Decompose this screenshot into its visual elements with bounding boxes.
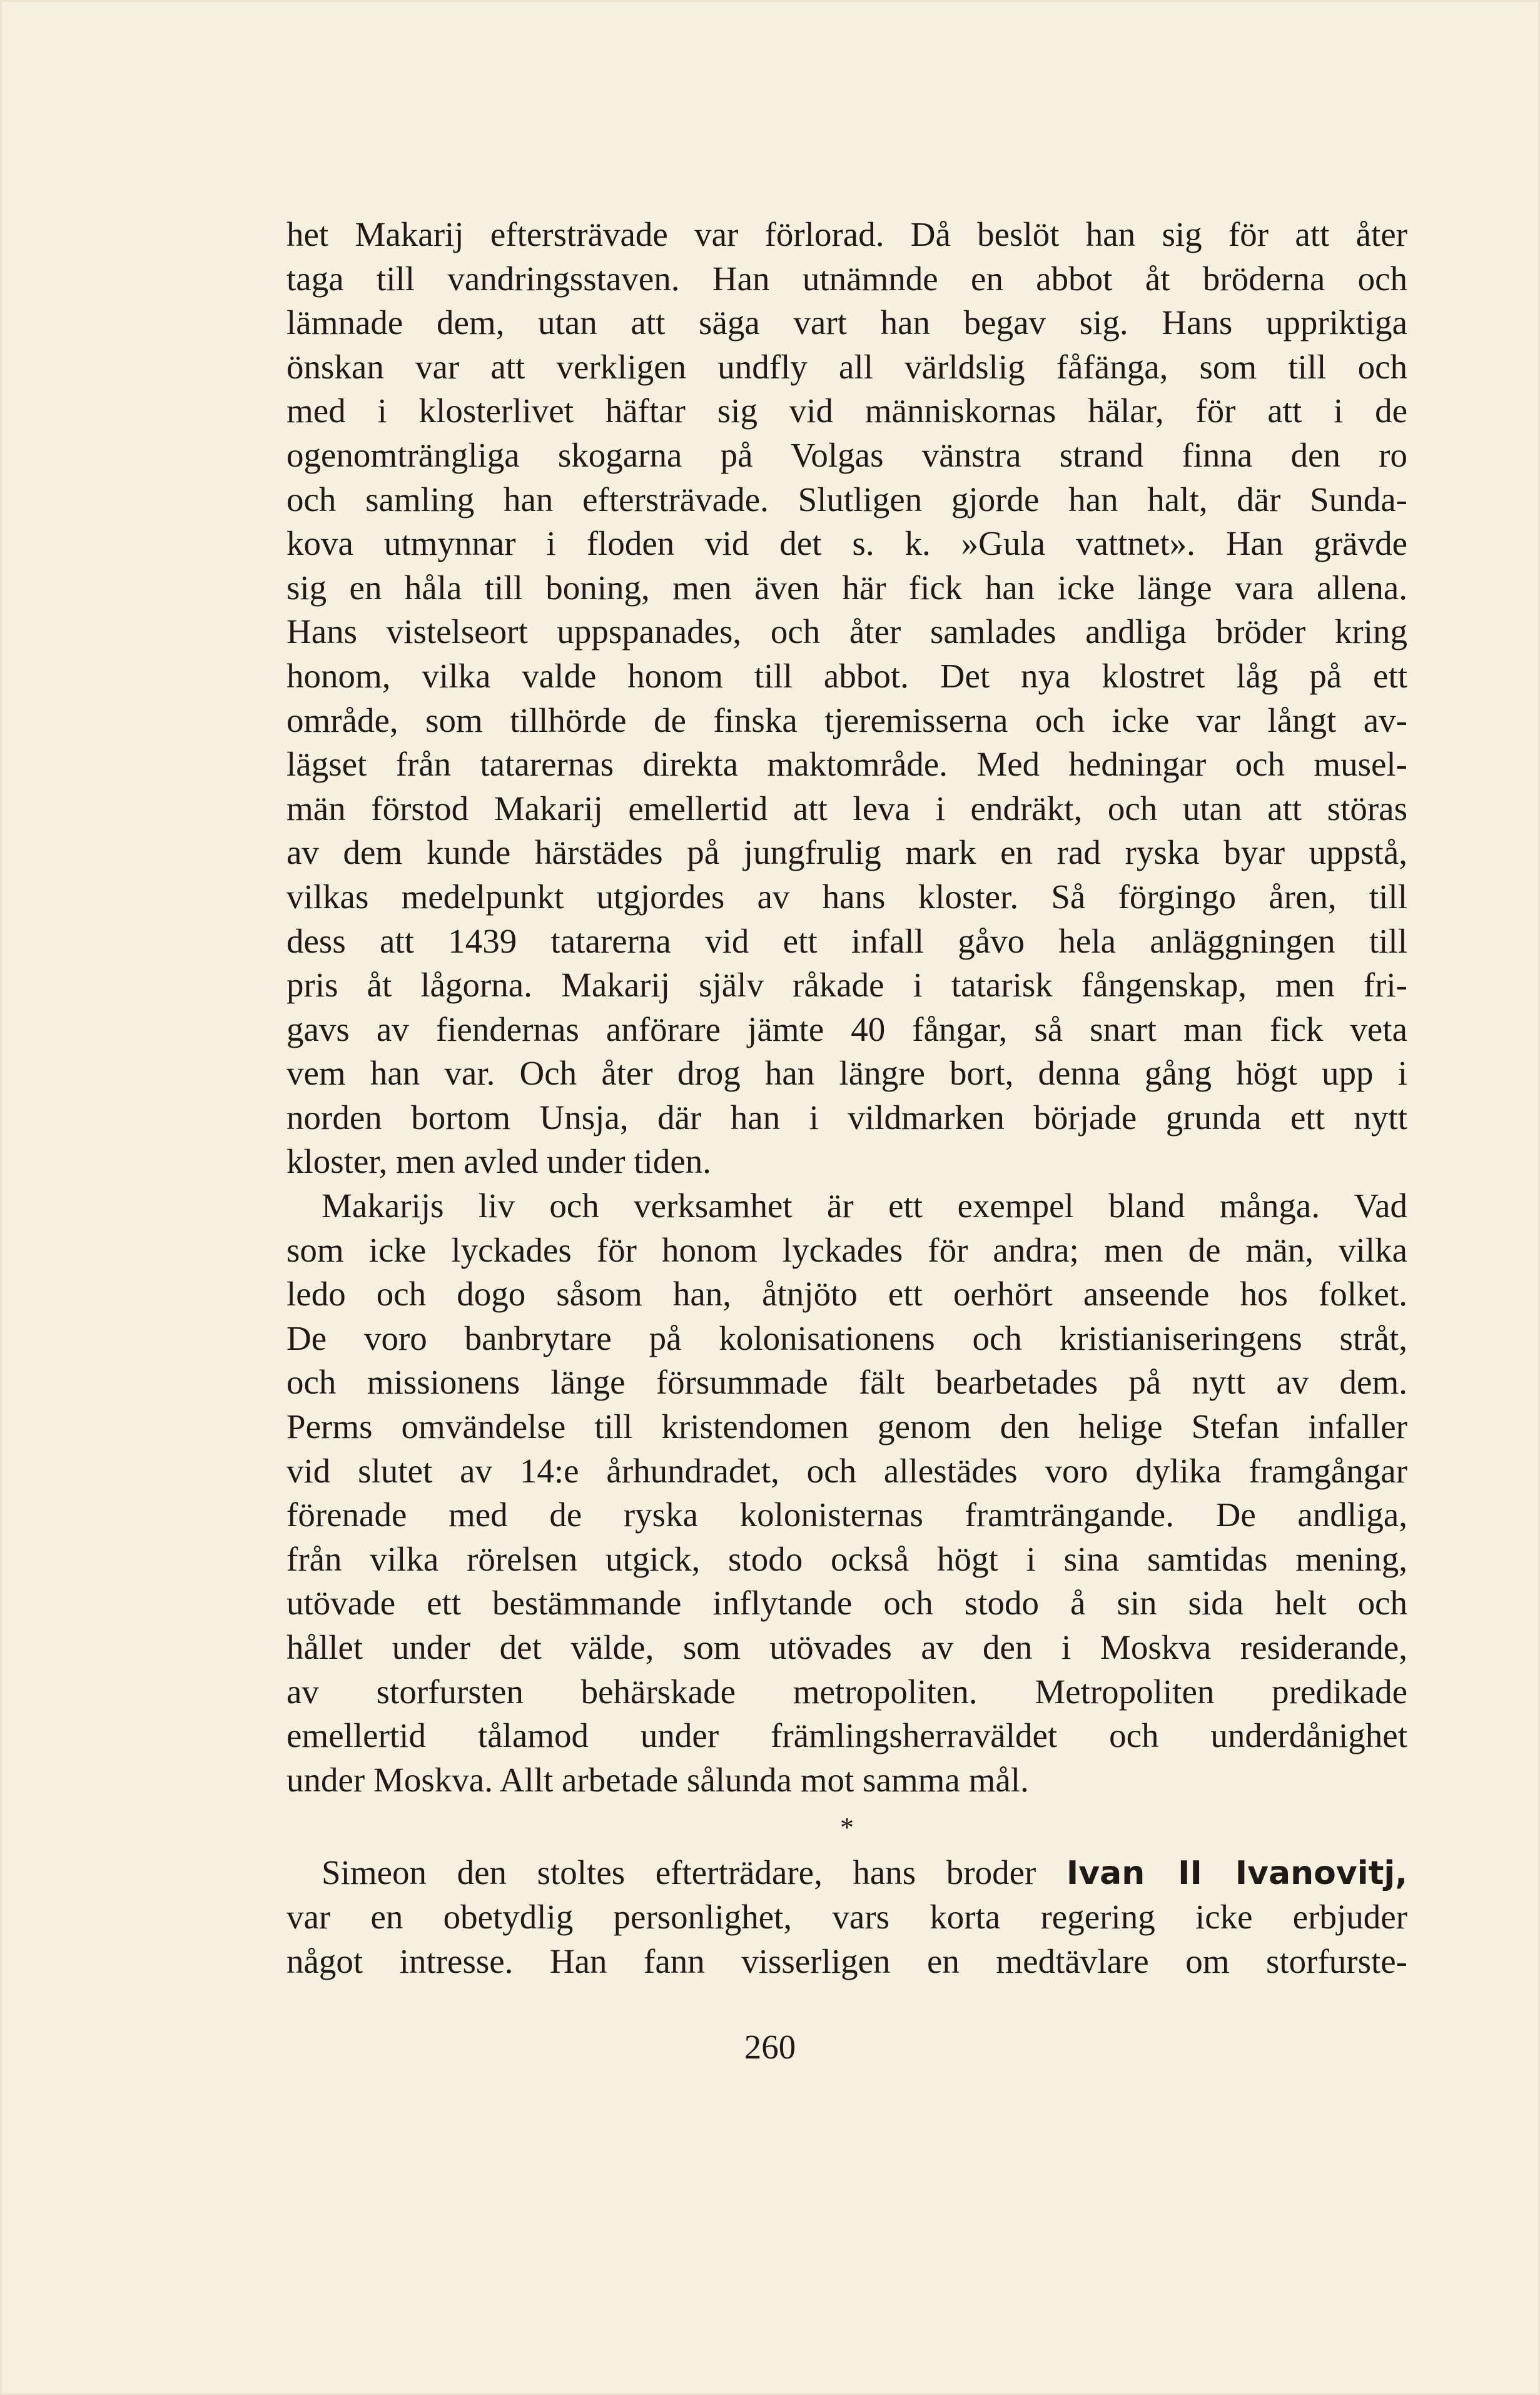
text-run: Simeon den stoltes efterträdare, hans broder [322,1853,1066,1892]
text-line: förenade med de ryska kolonisternas framträngande. De andliga, [286,1496,1407,1534]
text-line: emellertid tålamod under främlingsherraväldet och underdånighet [286,1716,1407,1755]
text-line: av storfursten behärskade metropoliten. Metropoliten predikade [286,1672,1407,1711]
text-line: område, som tillhörde de finska tjeremisserna och icke var långt av- [286,701,1407,739]
page-number: 260 [744,2028,796,2066]
text-line: De voro banbrytare på kolonisationens och kristianiseringens stråt, [286,1319,1407,1357]
text-line: var en obetydlig personlighet, vars korta regering icke erbjuder [286,1897,1407,1936]
text-line: pris åt lågorna. Makarij själv råkade i tatarisk fångenskap, men fri- [286,966,1407,1005]
text-line: norden bortom Unsja, där han i vildmarken började grunda ett nytt [286,1098,1407,1137]
text-line [286,1851,1407,1895]
text-line: sig en håla till boning, men även här fick han icke länge vara allena. [286,568,1407,607]
text-line: Makarijs liv och verksamhet är ett exempel bland många. Vad [322,1187,1407,1225]
text-line: ogenomträngliga skogarna på Volgas vänstra strand finna den ro [286,435,1407,474]
text-line: och missionens länge försummade fält bearbetades på nytt av dem. [286,1363,1407,1402]
text-line: och samling han eftersträvade. Slutligen gjorde han halt, där Sunda- [286,480,1407,519]
text-line: Perms omvändelse till kristendomen genom den helige Stefan infaller [286,1407,1407,1446]
text-line: under Moskva. Allt arbetade sålunda mot samma mål. [286,1760,1029,1799]
text-line: lämnade dem, utan att säga vart han begav sig. Hans uppriktiga [286,303,1407,342]
text-line: Hans vistelseort uppspanades, och åter samlades andliga bröder kring [286,612,1407,651]
text-line: från vilka rörelsen utgick, stodo också högt i sina samtidas mening, [286,1539,1407,1578]
text-line: het Makarij eftersträvade var förlorad. Då beslöt han sig för att åter [286,215,1407,253]
text-line: utövade ett bestämmande inflytande och stodo å sin sida helt och [286,1584,1407,1623]
text-line: män förstod Makarij emellertid att leva i endräkt, och utan att störas [286,789,1407,828]
text-line: vilkas medelpunkt utgjordes av hans kloster. Så förgingo åren, till [286,877,1407,916]
text-line: med i klosterlivet häftar sig vid människornas hälar, för att i de [286,392,1407,430]
text-line: vem han var. Och åter drog han längre bort, denna gång högt upp i [286,1054,1407,1093]
text-line: honom, vilka valde honom till abbot. Det nya klostret låg på ett [286,656,1407,695]
text-line: hållet under det välde, som utövades av den i Moskva residerande, [286,1628,1407,1666]
text-line: dess att 1439 tatarerna vid ett infall gåvo hela anläggningen till [286,921,1407,960]
text-line: gavs av fiendernas anförare jämte 40 fångar, så snart man fick veta [286,1010,1407,1048]
ruler-name: Ivan II Ivanovitj, [1066,1855,1407,1893]
text-line: ledo och dogo såsom han, åtnjöto ett oerhört anseende hos folket. [286,1275,1407,1314]
text-line: taga till vandringsstaven. Han utnämnde en abbot åt bröderna och [286,259,1407,298]
text-line: lägset från tatarernas direkta maktområde. Med hedningar och musel- [286,745,1407,784]
text-line: som icke lyckades för honom lyckades för andra; men de män, vilka [286,1230,1407,1269]
text-line: av dem kunde härstädes på jungfrulig mark en rad ryska byar uppstå, [286,833,1407,872]
text-line: något intresse. Han fann visserligen en medtävlare om storfurste- [286,1942,1407,1980]
section-divider-asterisk: * [840,1812,854,1843]
text-line: önskan var att verkligen undfly all världslig fåfänga, som till och [286,347,1407,386]
text-line: kova utmynnar i floden vid det s. k. »Gula vattnet». Han grävde [286,524,1407,563]
body-text [286,213,1407,1983]
text-line: kloster, men avled under tiden. [286,1142,711,1181]
paragraph-makarij-flight [286,213,1407,1184]
paragraph-ivan-ii [286,1851,1407,1983]
paragraph-missionaries [286,1184,1407,1802]
text-line: vid slutet av 14:e århundradet, och allestädes voro dylika framgångar [286,1451,1407,1490]
